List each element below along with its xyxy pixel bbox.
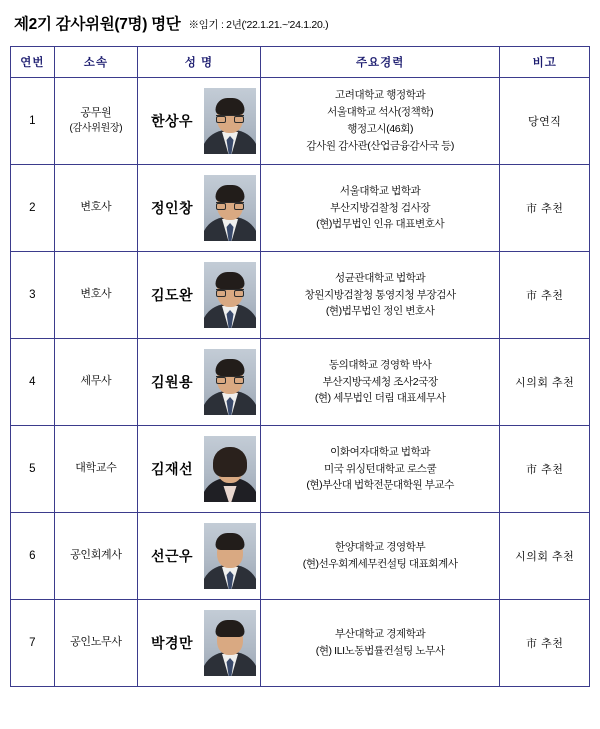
portrait-hair <box>216 98 245 115</box>
page-title: 제2기 감사위원(7명) 명단 <box>14 16 181 33</box>
cell-name <box>138 426 261 513</box>
cell-name <box>138 165 261 252</box>
career-line: 서울대학교 석사(정책학) <box>327 106 434 119</box>
career-line: 행정고시(46회) <box>347 123 414 135</box>
member-name: 정인창 <box>150 200 194 216</box>
document-heading <box>10 12 590 34</box>
cell-note: 시의회 추천 <box>500 339 590 426</box>
member-portrait <box>204 175 256 241</box>
portrait-hair <box>216 272 245 289</box>
career-line: 창원지방검찰청 통영지청 부장검사 <box>304 288 456 301</box>
career-line: (현)법무법인 인유 대표변호사 <box>316 218 445 231</box>
cell-career <box>260 426 500 513</box>
cell-note: 당연직 <box>500 78 590 165</box>
portrait-hair <box>216 620 245 637</box>
member-portrait <box>204 88 256 154</box>
table-row <box>11 339 590 426</box>
portrait-hair <box>216 359 245 376</box>
column-header-note: 비고 <box>500 47 590 78</box>
cell-index: 3 <box>11 252 55 339</box>
cell-name <box>138 600 261 687</box>
name-photo-group <box>138 262 260 328</box>
cell-index: 6 <box>11 513 55 600</box>
cell-career <box>260 600 500 687</box>
cell-note: 市 추천 <box>500 252 590 339</box>
cell-index: 1 <box>11 78 55 165</box>
career-line: 미국 위싱턴대학교 로스쿨 <box>324 462 437 475</box>
career-line: (현) 세무법인 더림 대표세무사 <box>314 392 446 405</box>
cell-name <box>138 252 261 339</box>
cell-affiliation <box>54 165 137 252</box>
glasses-icon <box>216 376 244 384</box>
cell-note: 市 추천 <box>500 426 590 513</box>
cell-index: 2 <box>11 165 55 252</box>
cell-note: 시의회 추천 <box>500 513 590 600</box>
cell-note: 市 추천 <box>500 600 590 687</box>
portrait-hair <box>216 533 245 550</box>
member-portrait <box>204 436 256 502</box>
table-row <box>11 600 590 687</box>
member-name: 김재선 <box>150 461 194 477</box>
cell-name <box>138 339 261 426</box>
cell-career <box>260 513 500 600</box>
member-name: 김원용 <box>150 374 194 390</box>
cell-index: 4 <box>11 339 55 426</box>
name-photo-group <box>138 436 260 502</box>
member-portrait <box>204 610 256 676</box>
career-line: 고려대학교 행정학과 <box>335 89 426 102</box>
table-header-row <box>11 47 590 78</box>
affiliation-label: 공인노무사 <box>70 636 122 649</box>
name-photo-group <box>138 175 260 241</box>
career-line: 이화여자대학교 법학과 <box>330 445 431 458</box>
career-line: 서울대학교 법학과 <box>339 184 421 197</box>
career-line: 동의대학교 경영학 박사 <box>328 358 432 371</box>
table-row <box>11 78 590 165</box>
name-photo-group <box>138 523 260 589</box>
cell-career <box>260 339 500 426</box>
glasses-icon <box>216 202 244 210</box>
affiliation-label: 공무원 <box>80 106 112 119</box>
cell-note: 市 추천 <box>500 165 590 252</box>
column-header-affiliation: 소속 <box>54 47 137 78</box>
name-photo-group <box>138 88 260 154</box>
committee-roster-table <box>10 46 590 687</box>
table-row <box>11 426 590 513</box>
member-portrait <box>204 262 256 328</box>
table-row <box>11 252 590 339</box>
glasses-icon <box>216 115 244 123</box>
career-line: (현)선우회계세무컨설팅 대표회계사 <box>302 558 458 570</box>
column-header-career: 주요경력 <box>260 47 500 78</box>
affiliation-label: 변호사 <box>80 201 112 214</box>
table-row <box>11 513 590 600</box>
portrait-hair <box>216 185 245 202</box>
career-line: (현) ILI노동법률컨설팅 노무사 <box>315 645 445 657</box>
career-line: 감사원 감사관(산업금융감사국 등) <box>306 139 454 152</box>
career-line: 부산대학교 경제학과 <box>335 628 426 641</box>
affiliation-label: 대학교수 <box>75 462 117 475</box>
affiliation-label: 변호사 <box>80 288 112 301</box>
member-portrait <box>204 523 256 589</box>
column-header-name: 성 명 <box>138 47 261 78</box>
member-portrait <box>204 349 256 415</box>
cell-affiliation <box>54 600 137 687</box>
portrait-hair <box>213 447 247 477</box>
career-line: 한양대학교 경영학부 <box>335 541 426 554</box>
cell-index: 5 <box>11 426 55 513</box>
cell-career <box>260 252 500 339</box>
cell-name <box>138 513 261 600</box>
cell-career <box>260 78 500 165</box>
cell-index: 7 <box>11 600 55 687</box>
affiliation-label: 세무사 <box>80 375 112 388</box>
career-line: (현)부산대 법학전문대학원 부교수 <box>306 479 454 492</box>
cell-affiliation <box>54 252 137 339</box>
career-line: (현)법무법인 정인 변호사 <box>325 305 435 318</box>
affiliation-sublabel: (감사위원장) <box>69 122 123 134</box>
cell-affiliation <box>54 78 137 165</box>
member-name: 박경만 <box>150 635 194 651</box>
career-line: 부산지방검찰청 검사장 <box>330 201 431 214</box>
table-row <box>11 165 590 252</box>
term-note: ※임기 : 2년('22.1.21.~'24.1.20.) <box>188 19 329 31</box>
cell-affiliation <box>54 339 137 426</box>
cell-affiliation <box>54 426 137 513</box>
affiliation-label: 공인회계사 <box>70 549 122 562</box>
cell-name <box>138 78 261 165</box>
glasses-icon <box>216 289 244 297</box>
column-header-no: 연번 <box>11 47 55 78</box>
career-line: 부산지방국세청 조사2국장 <box>322 375 438 388</box>
cell-affiliation <box>54 513 137 600</box>
member-name: 김도완 <box>150 287 194 303</box>
career-line: 성균관대학교 법학과 <box>335 271 426 284</box>
name-photo-group <box>138 349 260 415</box>
cell-career <box>260 165 500 252</box>
member-name: 한상우 <box>150 113 194 129</box>
name-photo-group <box>138 610 260 676</box>
member-name: 선근우 <box>150 548 194 564</box>
